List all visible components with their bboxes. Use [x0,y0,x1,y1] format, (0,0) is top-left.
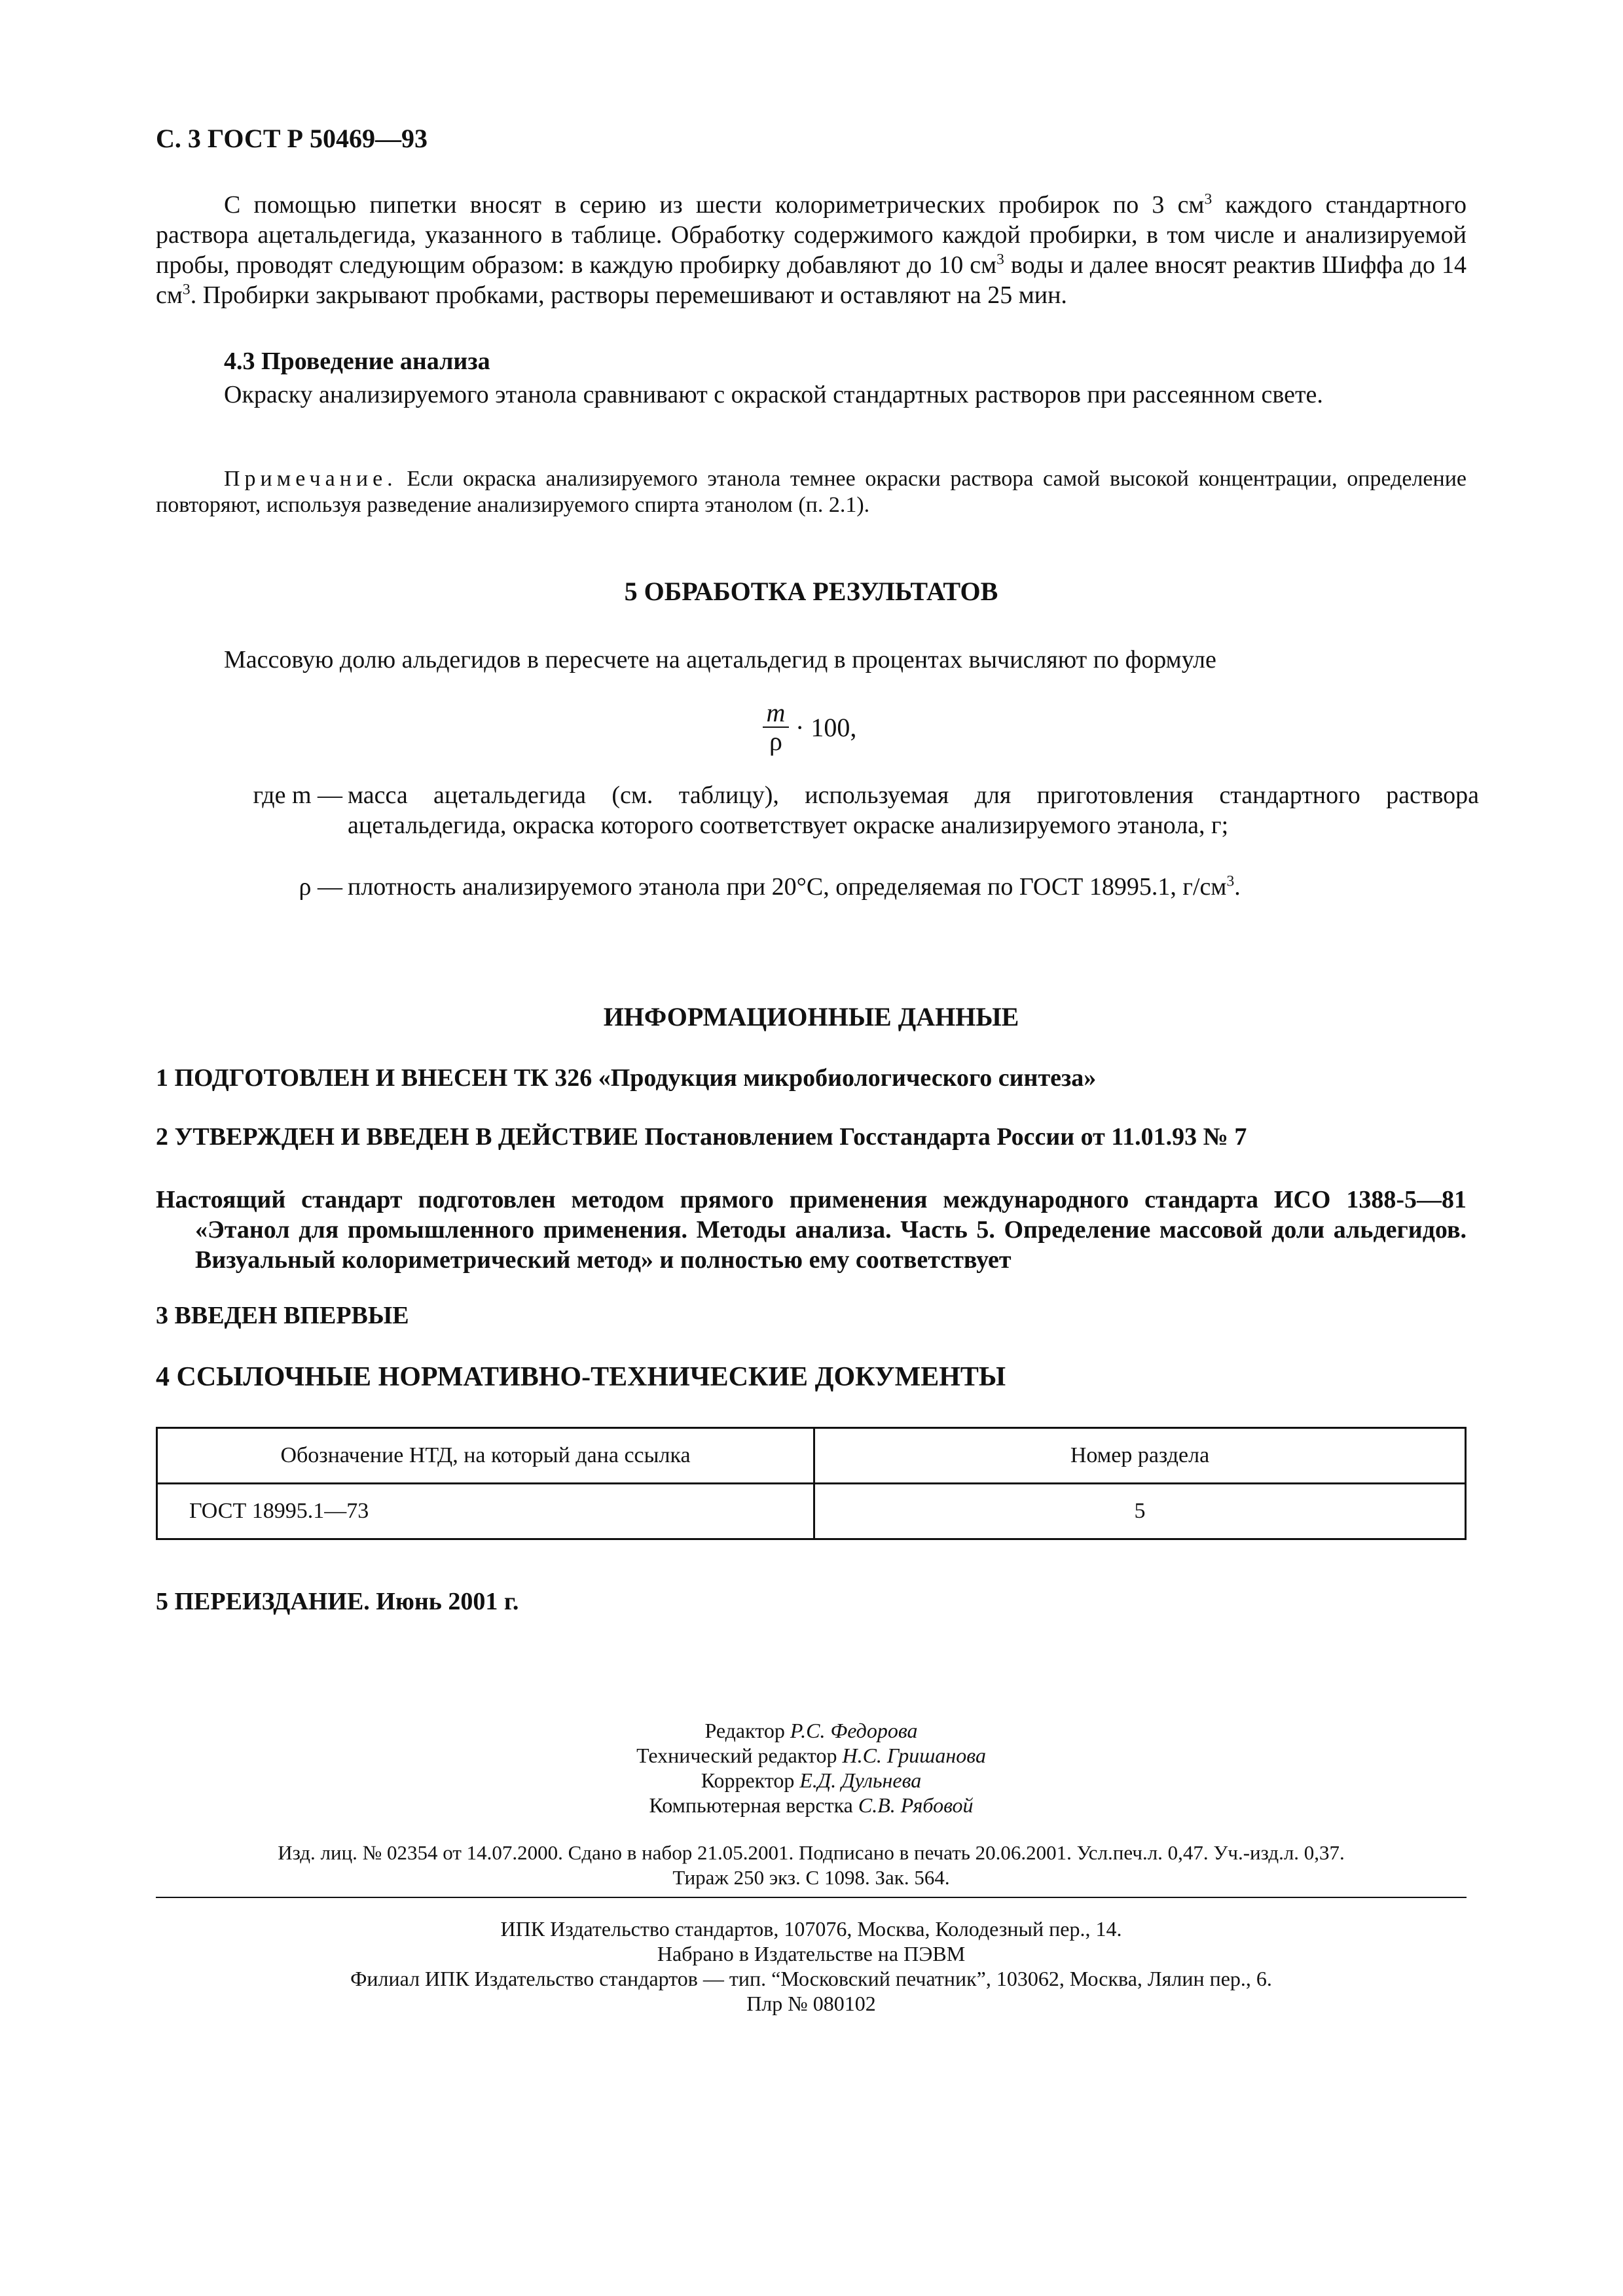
info-item-5: 5 ПЕРЕИЗДАНИЕ. Июнь 2001 г. [156,1588,519,1615]
table-header-cell: Номер раздела [814,1428,1466,1484]
editor-line: Редактор Р.С. Федорова [704,1719,918,1742]
formula-numerator: m [766,698,786,727]
table-header-row [157,1428,1466,1484]
note-paragraph: Примечание. Если окраска анализируемого этанола темнее окраски раствора самой высокой концентрации, определение повторяют, используя разведение анализируемого спирта этанолом (п. 2.1). [156,467,1467,517]
formula-intro: Массовую долю альдегидов в пересчете на ацетальдегид в процентах вычисляют по формуле [224,646,1216,673]
print-run-line: Тираж 250 экз. С 1098. Зак. 564. [672,1866,950,1889]
paragraph-color-comparison: Окраску анализируемого этанола сравнивают с окраской стандартных растворов при рассеянном свете. [224,381,1323,408]
publisher-line: Плр № 080102 [746,1992,876,2015]
editor-line: Корректор Е.Д. Дульнева [701,1768,922,1792]
definition-text: плотность анализируемого этанола при 20°С, определяемая по ГОСТ 18995.1, $г/см^3$. [348,872,1241,901]
info-item-2: 2 УТВЕРЖДЕН И ВВЕДЕН В ДЕЙСТВИЕ Постановлением Госстандарта России от 11.01.93 № 7 [156,1123,1247,1151]
paragraph-pipette-procedure: С помощью пипетки вносят в серию из шести колориметрических пробирок по 3 $см^3$ каждого стандартного раствора ацетальдегида, указанного в таблице. Обработку содержимого каждой пробирки, в том числе и анализируемой пробы, проводят следующим образом: в каждую пробирку добавляют до 10 $см^3$ воды и далее вносят реактив Шиффа до 14 $см^3$. Пробирки закрывают пробками, растворы перемешивают и оставляют на 25 мин. [156,190,1467,309]
subsection-heading-analysis: 4.3 Проведение анализа [224,348,490,375]
table-row [157,1484,1466,1539]
info-item-4: 4 ССЫЛОЧНЫЕ НОРМАТИВНО-ТЕХНИЧЕСКИЕ ДОКУМЕНТЫ [156,1362,1006,1392]
formula [763,699,856,755]
reference-table [156,1427,1467,1540]
editor-line: Компьютерная верстка С.В. Рябовой [649,1793,974,1817]
definition-rho [156,872,1479,902]
table-cell: 5 [814,1484,1466,1539]
info-item-1: 1 ПОДГОТОВЛЕН И ВНЕСЕН ТК 326 «Продукция микробиологического синтеза» [156,1064,1097,1092]
info-item-3: 3 ВВЕДЕН ВПЕРВЫЕ [156,1302,409,1329]
definition-text: масса ацетальдегида (см. таблицу), используемая для приготовления стандартного раствора ацетальдегида, окраска которого соответствует окраске анализируемого этанола, г; [348,781,1479,839]
iso-correspondence-paragraph: Настоящий стандарт подготовлен методом прямого применения международного стандарта ИСО 1388-5—81 «Этанол для промышленного применения. Методы анализа. Часть 5. Определение массовой доли альдегидов. Визуальный колориметрический метод» и полностью ему соответствует [156,1186,1467,1274]
page-header: С. 3 ГОСТ Р 50469—93 [156,124,428,153]
definition-m [156,780,1479,840]
publisher-line: Филиал ИПК Издательство стандартов — тип. “Московский печатник”, 103062, Москва, Лялин пер., 6. [350,1967,1272,1990]
imprint-divider [156,1897,1467,1898]
definition-symbol: ρ — [299,873,342,901]
info-heading: ИНФОРМАЦИОННЫЕ ДАННЫЕ [603,1002,1019,1031]
print-license-line: Изд. лиц. № 02354 от 14.07.2000. Сдано в набор 21.05.2001. Подписано в печать 20.06.2001. Усл.печ.л. 0,47. Уч.-изд.л. 0,37. [278,1841,1345,1864]
publisher-block [156,1916,1467,2016]
editor-line: Технический редактор Н.С. Гришанова [636,1744,986,1767]
editors-block [156,1718,1467,1818]
formula-multiplier: · 100, [795,712,857,742]
table-header-cell: Обозначение НТД, на который дана ссылка [157,1428,814,1484]
publisher-line: Набрано в Издательстве на ПЭВМ [657,1942,966,1965]
section-heading-results: 5 ОБРАБОТКА РЕЗУЛЬТАТОВ [624,577,998,606]
definition-symbol: где m — [253,781,342,809]
table-cell: ГОСТ 18995.1—73 [157,1484,814,1539]
formula-denominator: ρ [769,726,782,756]
note-label: Примечание. [224,467,397,491]
publisher-line: ИПК Издательство стандартов, 107076, Москва, Колодезный пер., 14. [500,1917,1122,1941]
